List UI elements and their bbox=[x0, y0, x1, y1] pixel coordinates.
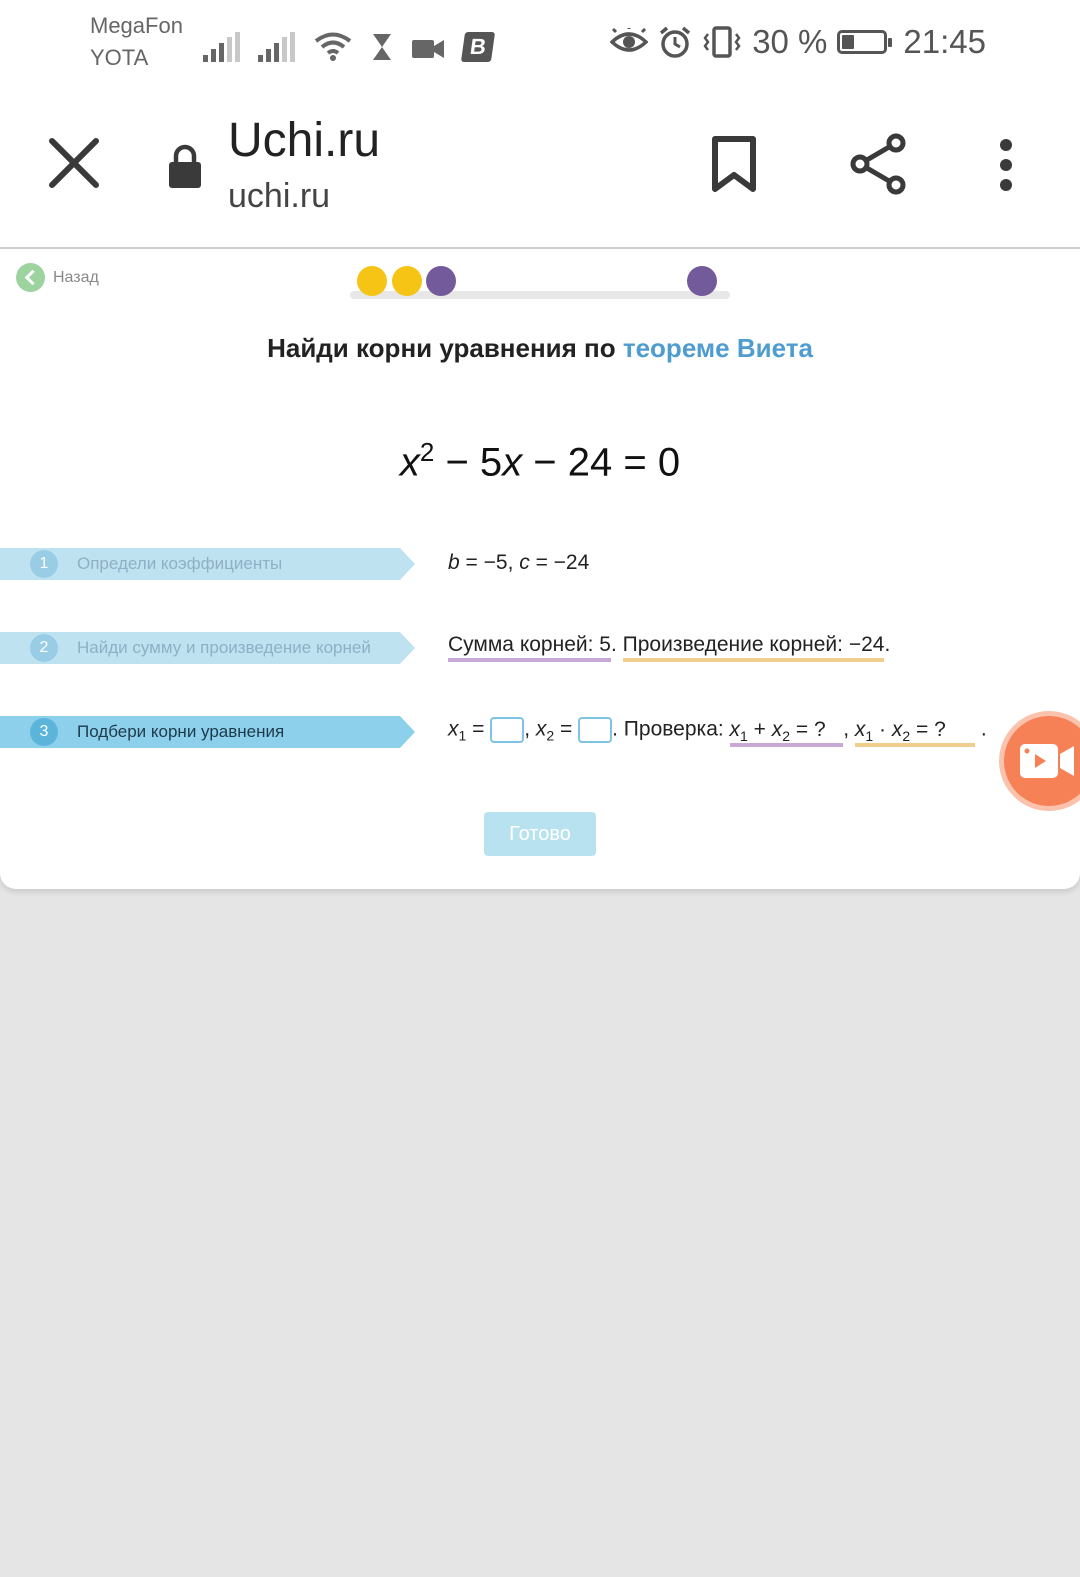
equation-exponent: 2 bbox=[419, 437, 435, 467]
equation-var-2: x bbox=[502, 440, 523, 485]
status-icons-right bbox=[610, 20, 986, 64]
vieta-theorem-link[interactable]: теореме Виета bbox=[622, 333, 813, 363]
check-label: . Проверка: bbox=[612, 717, 730, 741]
signal-icon bbox=[258, 32, 295, 62]
lock-icon bbox=[168, 143, 202, 189]
task-title bbox=[0, 333, 1080, 364]
back-label: Назад bbox=[53, 268, 99, 286]
x1-equals: = bbox=[466, 717, 491, 741]
product-check-dot: · bbox=[873, 717, 892, 741]
sum-check-x1: x bbox=[729, 717, 741, 741]
product-check-x1: x bbox=[854, 717, 866, 741]
progress-dot bbox=[687, 266, 717, 296]
share-icon[interactable] bbox=[848, 133, 908, 195]
x2-label: x bbox=[535, 717, 547, 741]
signal-icon bbox=[203, 32, 240, 62]
x-separator: , bbox=[524, 717, 536, 741]
progress-dot bbox=[426, 266, 456, 296]
equation-middle: − 5 bbox=[434, 440, 503, 485]
carrier-names bbox=[90, 10, 183, 74]
product-check bbox=[855, 718, 975, 747]
product-of-roots: Произведение корней: −24 bbox=[623, 633, 885, 662]
task-title-text: Найди корни уравнения по bbox=[267, 333, 623, 363]
vibrate-icon bbox=[702, 26, 742, 58]
step-1 bbox=[0, 548, 415, 580]
progress-dot bbox=[357, 266, 387, 296]
browser-toolbar bbox=[0, 85, 1080, 249]
back-button[interactable] bbox=[16, 263, 99, 292]
step-2-end: . bbox=[884, 633, 891, 656]
step-2-answer bbox=[448, 633, 890, 657]
step-2-separator: . bbox=[610, 633, 623, 656]
carrier-2: YOTA bbox=[90, 45, 149, 70]
step-3-label: Подбери корни уравнения bbox=[77, 722, 285, 741]
status-icons-left bbox=[203, 22, 493, 62]
b-app-icon: B bbox=[461, 32, 495, 62]
battery-icon bbox=[837, 30, 887, 54]
sum-check-result: = ? bbox=[790, 717, 826, 741]
carrier-1: MegaFon bbox=[90, 13, 183, 38]
sum-check-sub2: 2 bbox=[782, 727, 791, 744]
close-icon[interactable] bbox=[44, 133, 104, 193]
step-3-number: 3 bbox=[30, 718, 58, 746]
sum-check bbox=[730, 718, 844, 747]
alarm-icon bbox=[658, 25, 692, 59]
progress-dot bbox=[392, 266, 422, 296]
coef-c: c bbox=[519, 551, 530, 574]
x1-input[interactable] bbox=[490, 717, 524, 743]
wifi-icon bbox=[313, 30, 353, 62]
eye-icon bbox=[610, 28, 648, 56]
product-check-result: = ? bbox=[910, 717, 946, 741]
x1-label: x bbox=[448, 717, 459, 741]
step-2-label: Найди сумму и произведение корней bbox=[77, 638, 371, 657]
ready-button[interactable]: Готово bbox=[484, 812, 596, 856]
step-3-answer bbox=[448, 717, 987, 744]
step-1-answer bbox=[448, 551, 589, 575]
more-icon[interactable] bbox=[996, 137, 1016, 193]
page-title: Uchi.ru bbox=[228, 114, 381, 167]
check-separator: , bbox=[843, 717, 855, 741]
hourglass-icon bbox=[371, 32, 393, 62]
page-url[interactable]: uchi.ru bbox=[228, 177, 331, 215]
step-3 bbox=[0, 716, 415, 748]
equation-var: x bbox=[399, 440, 420, 485]
coef-b-value: = −5, bbox=[459, 551, 520, 574]
sum-check-plus: + bbox=[747, 717, 772, 741]
status-bar bbox=[0, 0, 1080, 85]
equation bbox=[0, 437, 1080, 485]
step-3-end: . bbox=[980, 717, 987, 741]
coef-b: b bbox=[448, 551, 460, 574]
product-check-sub2: 2 bbox=[902, 727, 911, 744]
step-2 bbox=[0, 632, 415, 664]
video-icon bbox=[411, 36, 445, 62]
coef-c-value: = −24 bbox=[529, 551, 590, 574]
step-1-number: 1 bbox=[30, 550, 58, 578]
x2-input[interactable] bbox=[578, 717, 612, 743]
bookmark-icon[interactable] bbox=[710, 135, 758, 193]
sum-check-x2: x bbox=[771, 717, 783, 741]
video-camera-icon bbox=[1020, 742, 1076, 780]
equation-rest: − 24 = 0 bbox=[522, 440, 681, 485]
sum-of-roots: Сумма корней: 5 bbox=[448, 633, 611, 662]
lesson-card bbox=[0, 249, 1080, 889]
step-2-number: 2 bbox=[30, 634, 58, 662]
product-check-sub1: 1 bbox=[865, 727, 874, 744]
x1-subscript: 1 bbox=[458, 727, 467, 744]
step-1-label: Определи коэффициенты bbox=[77, 554, 283, 573]
chevron-left-icon bbox=[16, 263, 45, 292]
sum-check-sub1: 1 bbox=[740, 727, 748, 744]
x2-subscript: 2 bbox=[546, 727, 555, 744]
product-check-x2: x bbox=[891, 717, 903, 741]
clock: 21:45 bbox=[903, 23, 986, 60]
battery-percent: 30 % bbox=[752, 23, 828, 60]
x2-equals: = bbox=[554, 717, 579, 741]
